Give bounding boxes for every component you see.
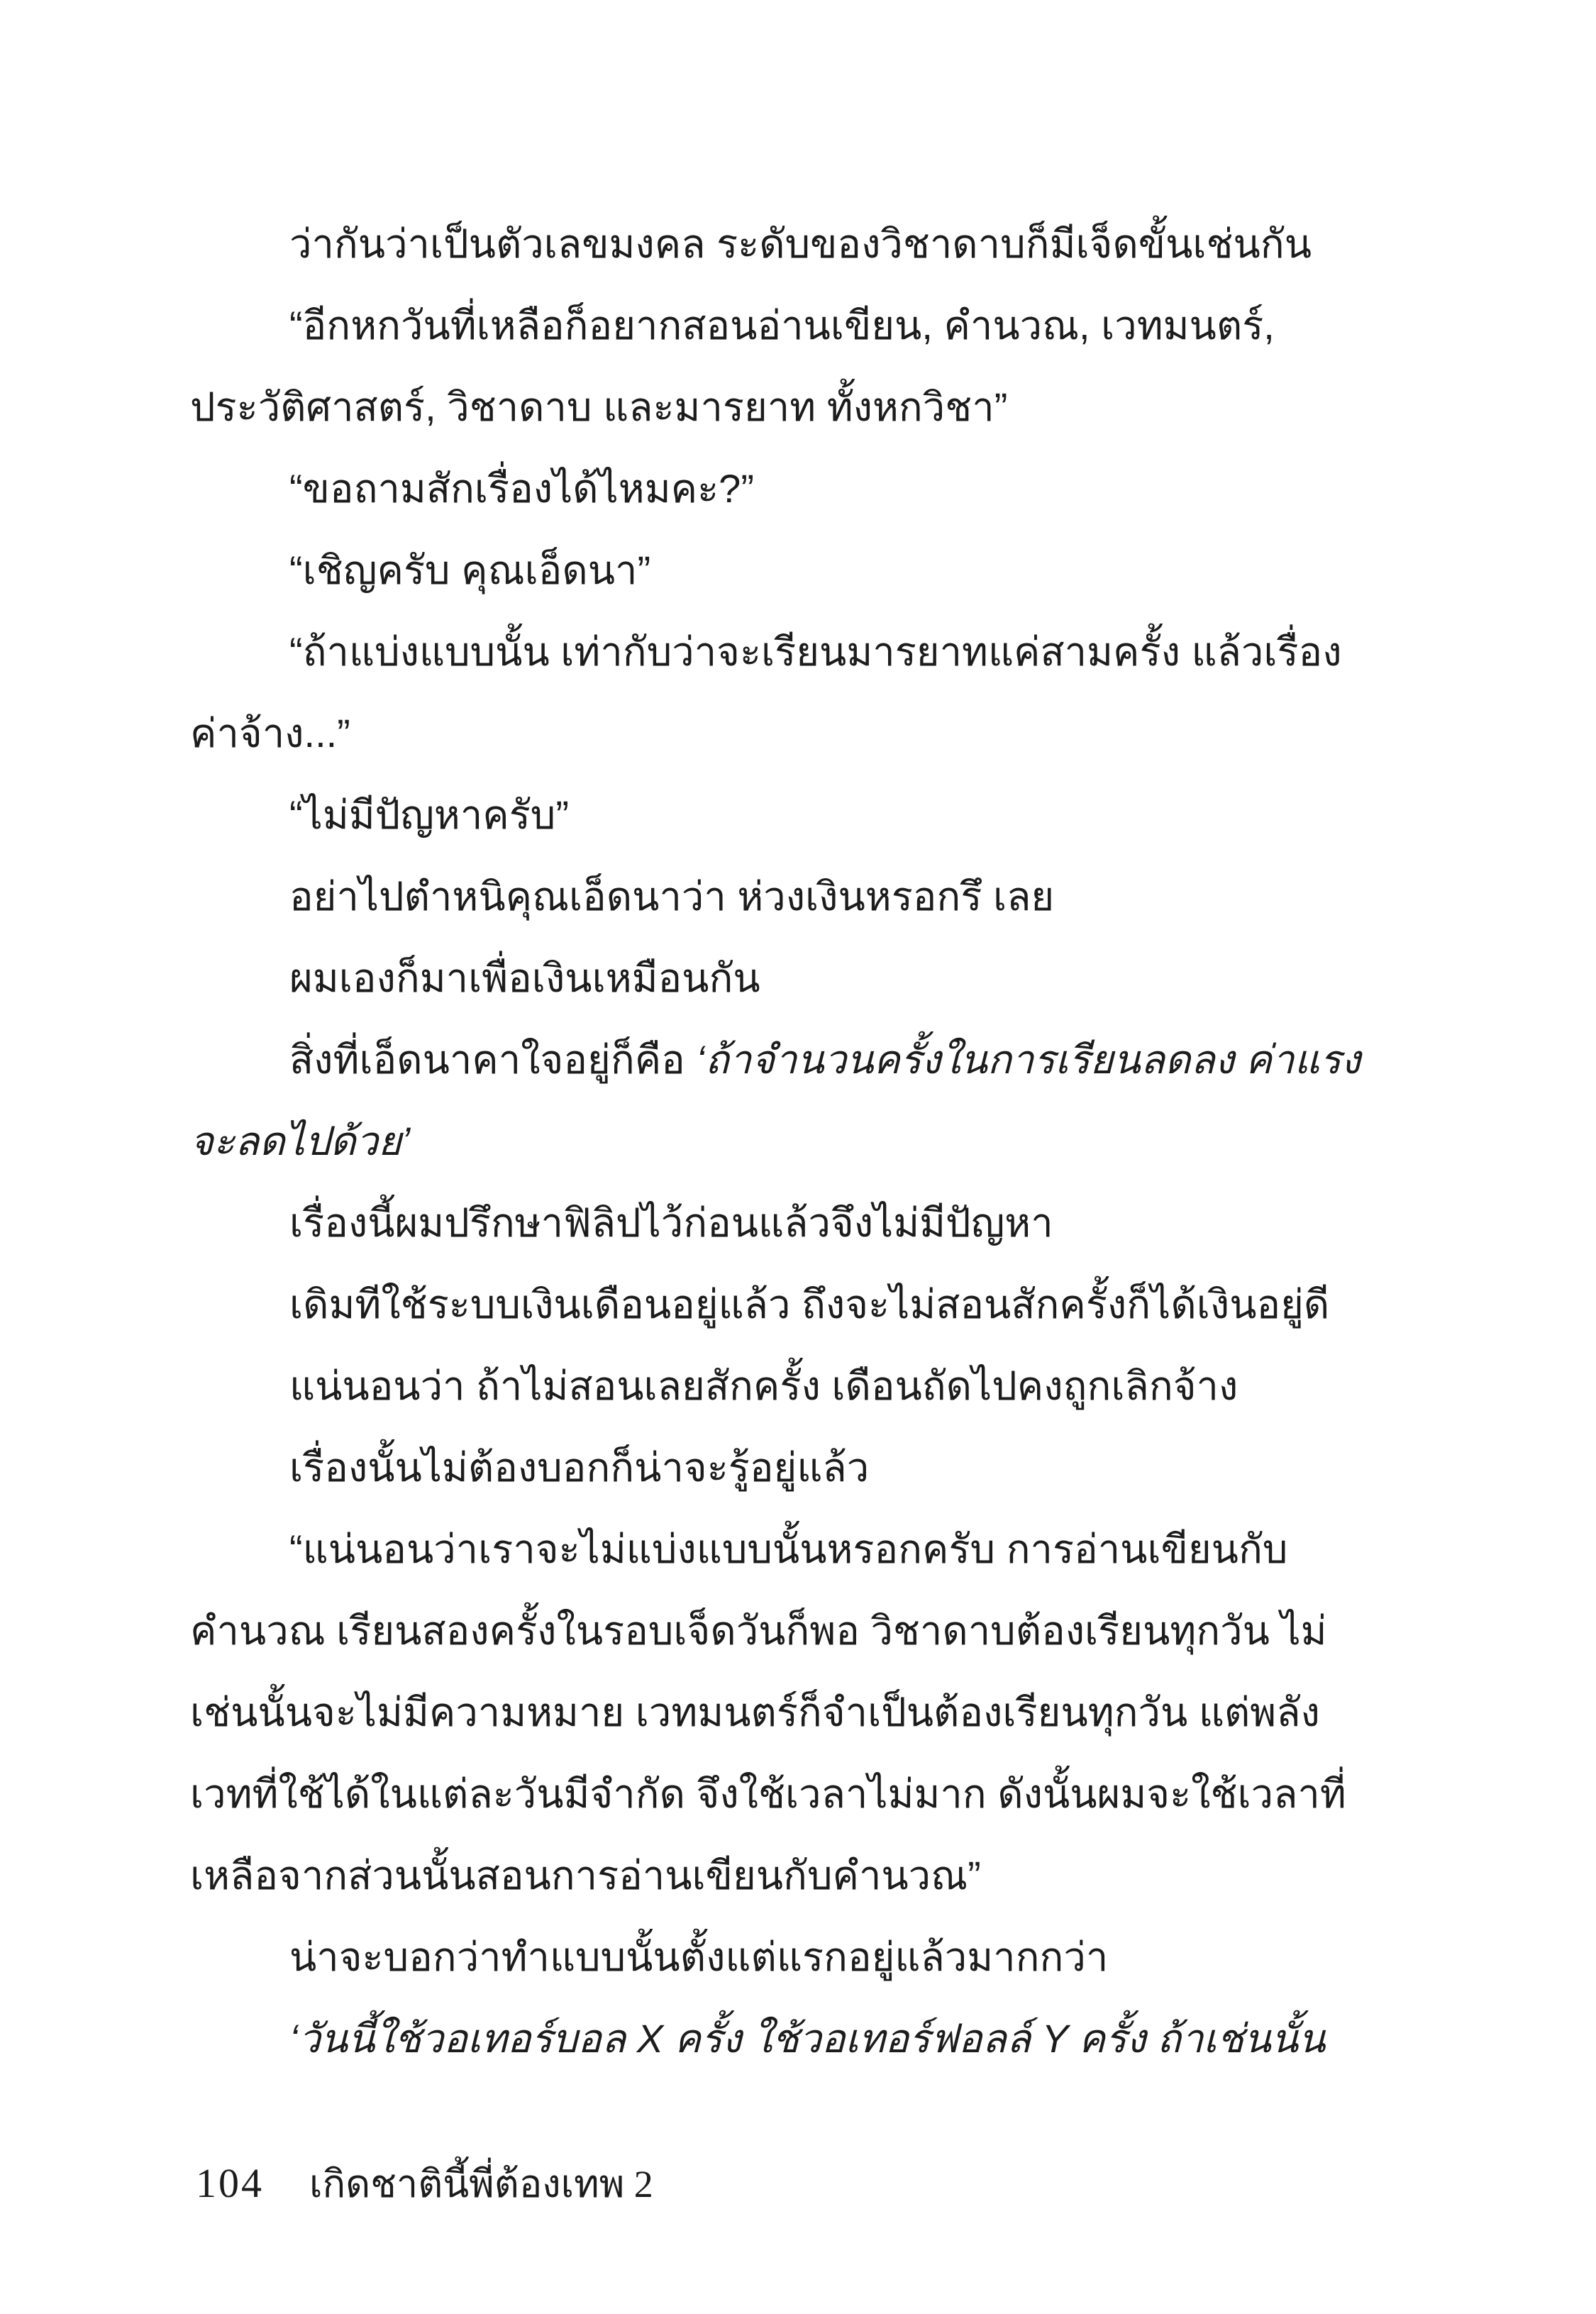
text-segment: ว่ากันว่าเป็นตัวเลขมงคล ระดับของวิชาดาบก็มีเจ็ดขั้นเช่นกัน [289, 221, 1312, 266]
text-line [190, 448, 1353, 529]
text-line [190, 1508, 1353, 1590]
text-segment: ผมเองก็มาเพื่อเงินเหมือนกัน [289, 956, 760, 1000]
text-line [190, 1427, 1353, 1508]
text-line [190, 203, 1353, 284]
italic-text-segment: จะลดไปด้วย’ [190, 1119, 411, 1163]
text-line [190, 1671, 1353, 1753]
text-line [190, 1100, 1353, 1182]
text-segment: “แน่นอนว่าเราจะไม่แบ่งแบบนั้นหรอกครับ การอ่านเขียนกับ [289, 1527, 1288, 1571]
text-segment: สิ่งที่เอ็ดนาคาใจอยู่ก็คือ [289, 1037, 697, 1082]
text-line [190, 856, 1353, 937]
book-title: เกิดชาตินี้พี่ต้องเทพ 2 [309, 2163, 653, 2205]
text-line [190, 284, 1353, 366]
text-line [190, 366, 1353, 448]
text-segment: เช่นนั้นจะไม่มีความหมาย เวทมนตร์ก็จำเป็นต้องเรียนทุกวัน แต่พลัง [190, 1690, 1320, 1734]
text-line [190, 1019, 1361, 1100]
italic-text-segment: ‘วันนี้ใช้วอเทอร์บอล X ครั้ง ใช้วอเทอร์ฟอลล์ Y ครั้ง ถ้าเช่นนั้น [289, 2016, 1326, 2061]
text-segment: เหลือจากส่วนนั้นสอนการอ่านเขียนกับคำนวณ” [190, 1853, 981, 1898]
text-line [190, 1345, 1353, 1427]
text-segment: คำนวณ เรียนสองครั้งในรอบเจ็ดวันก็พอ วิชาดาบต้องเรียนทุกวัน ไม่ [190, 1608, 1327, 1653]
text-segment: แน่นอนว่า ถ้าไม่สอนเลยสักครั้ง เดือนถัดไปคงถูกเลิกจ้าง [289, 1363, 1238, 1408]
text-line [190, 529, 1353, 611]
text-line [190, 692, 1353, 774]
text-segment: เดิมทีใช้ระบบเงินเดือนอยู่แล้ว ถึงจะไม่สอนสักครั้งก็ได้เงินอยู่ดี [289, 1282, 1330, 1327]
text-segment: เวทที่ใช้ได้ในแต่ละวันมีจำกัด จึงใช้เวลาไม่มาก ดังนั้นผมจะใช้เวลาที่ [190, 1771, 1346, 1816]
text-segment: เรื่องนี้ผมปรึกษาฟิลิปไว้ก่อนแล้วจึงไม่มีปัญหา [289, 1200, 1053, 1245]
text-line [190, 611, 1353, 692]
body-text [190, 203, 1361, 2079]
text-segment: ประวัติศาสตร์, วิชาดาบ และมารยาท ทั้งหกวิชา” [190, 384, 1008, 429]
text-segment: “ถ้าแบ่งแบบนั้น เท่ากับว่าจะเรียนมารยาทแค่สามครั้ง แล้วเรื่อง [289, 629, 1342, 674]
text-line [190, 1263, 1353, 1345]
text-segment: “อีกหกวันที่เหลือก็อยากสอนอ่านเขียน, คำนวณ, เวทมนตร์, [289, 303, 1275, 348]
text-line [190, 1590, 1353, 1671]
text-segment: น่าจะบอกว่าทำแบบนั้นตั้งแต่แรกอยู่แล้วมากกว่า [289, 1934, 1109, 1979]
text-line [190, 1834, 1353, 1916]
text-segment: “ขอถามสักเรื่องได้ไหมคะ?” [289, 466, 754, 511]
text-line [190, 937, 1353, 1019]
text-line [190, 1753, 1353, 1834]
text-segment: “เชิญครับ คุณเอ็ดนา” [289, 548, 651, 592]
text-line [190, 1182, 1353, 1263]
italic-text-segment: ‘ถ้าจำนวนครั้งในการเรียนลดลง ค่าแรง [696, 1037, 1361, 1082]
page-footer [196, 2153, 653, 2210]
text-line [190, 1998, 1353, 2079]
text-segment: ค่าจ้าง...” [190, 711, 350, 755]
text-segment: เรื่องนั้นไม่ต้องบอกก็น่าจะรู้อยู่แล้ว [289, 1445, 870, 1490]
page-number: 104 [196, 2160, 264, 2206]
text-line [190, 774, 1353, 856]
text-line [190, 1916, 1353, 1998]
text-segment: “ไม่มีปัญหาครับ” [289, 792, 569, 837]
text-segment: อย่าไปตำหนิคุณเอ็ดนาว่า ห่วงเงินหรอกรึ เลย [289, 874, 1055, 919]
